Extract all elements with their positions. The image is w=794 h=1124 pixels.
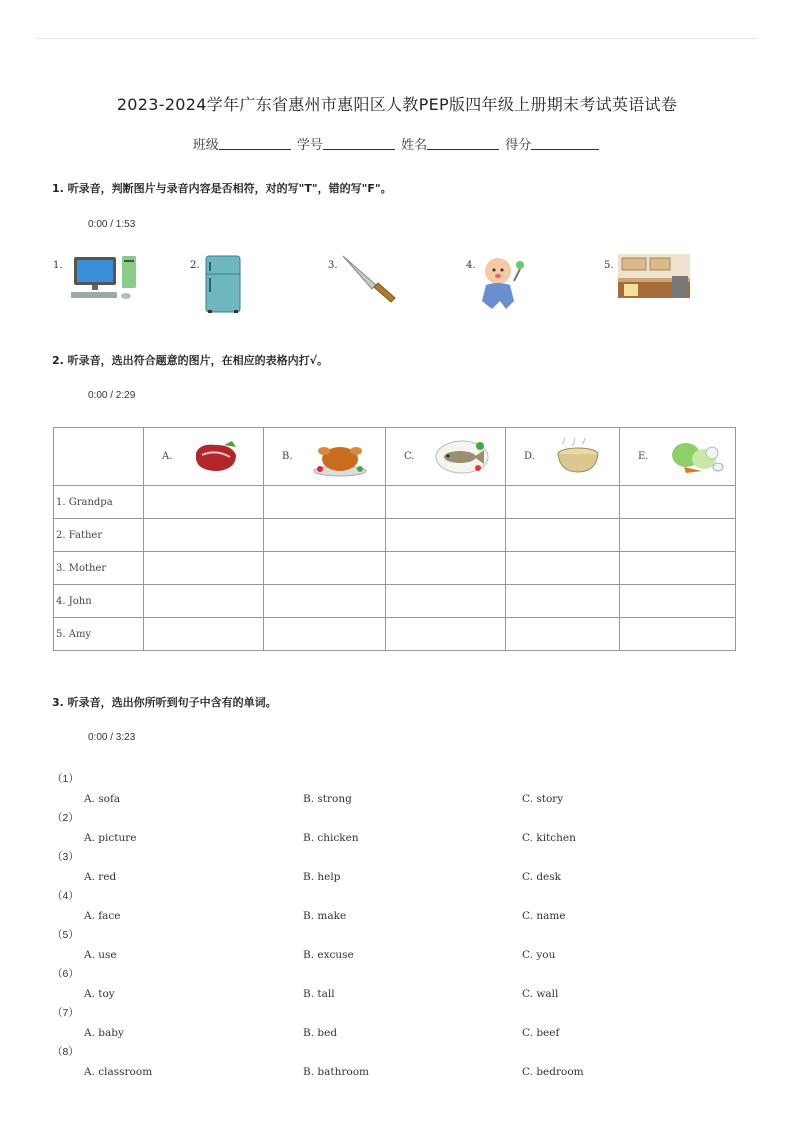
option-a[interactable]: A. face xyxy=(84,909,121,922)
option-cell-e: E. xyxy=(620,428,736,486)
answer-cell[interactable] xyxy=(506,585,620,618)
row-name-cell: 5. Amy xyxy=(54,618,144,651)
answer-cell[interactable] xyxy=(144,486,264,519)
option-cell-b: B. xyxy=(264,428,386,486)
soup-bowl-icon xyxy=(554,438,602,476)
option-a[interactable]: A. sofa xyxy=(84,792,121,805)
question-1-audio-player[interactable]: 0:00 / 1:53 xyxy=(88,219,136,230)
question-1-text: 1. 听录音，判断图片与录音内容是否相符，对的写"T"，错的写"F"。 xyxy=(52,182,392,195)
page-top-rule xyxy=(36,38,758,39)
answer-cell[interactable] xyxy=(506,618,620,651)
question-3-text: 3. 听录音，选出你所听到句子中含有的单词。 xyxy=(52,696,277,709)
option-cell-d: D. xyxy=(506,428,620,486)
list-item xyxy=(52,770,752,809)
table-row xyxy=(54,486,736,519)
sub-question-number: （1） xyxy=(52,773,79,785)
question-2-text: 2. 听录音，选出符合题意的图片，在相应的表格内打√。 xyxy=(52,354,328,367)
table-header-row xyxy=(54,428,736,486)
kitchen-icon xyxy=(618,254,690,298)
answer-cell[interactable] xyxy=(506,486,620,519)
answer-cell[interactable] xyxy=(144,552,264,585)
sub-question-number: （6） xyxy=(52,968,79,980)
row-name-cell: 4. John xyxy=(54,585,144,618)
option-a[interactable]: A. picture xyxy=(84,831,137,844)
sub-question-number: （7） xyxy=(52,1007,79,1019)
answer-cell[interactable] xyxy=(144,585,264,618)
option-c[interactable]: C. you xyxy=(522,948,556,961)
list-item xyxy=(52,965,752,1004)
list-item xyxy=(52,887,752,926)
baby-icon xyxy=(478,255,532,311)
sub-question-number: （2） xyxy=(52,812,79,824)
picture-number: 4. xyxy=(466,260,476,271)
answer-cell[interactable] xyxy=(264,519,386,552)
fish-plate-icon xyxy=(434,438,490,476)
roast-chicken-icon xyxy=(312,437,368,477)
class-field[interactable]: 班级 xyxy=(193,134,293,153)
option-c[interactable]: C. story xyxy=(522,792,564,805)
answer-cell[interactable] xyxy=(386,585,506,618)
sub-question-number: （8） xyxy=(52,1046,79,1058)
answer-cell[interactable] xyxy=(620,519,736,552)
option-a[interactable]: A. baby xyxy=(84,1026,124,1039)
question-3-audio-player[interactable]: 0:00 / 3:23 xyxy=(88,732,136,743)
vegetables-icon xyxy=(668,437,724,477)
sub-question-number: （5） xyxy=(52,929,79,941)
picture-number: 2. xyxy=(190,260,200,271)
table-row xyxy=(54,585,736,618)
option-a[interactable]: A. red xyxy=(84,870,117,883)
fridge-icon xyxy=(202,254,244,314)
option-c[interactable]: C. name xyxy=(522,909,566,922)
answer-cell[interactable] xyxy=(620,618,736,651)
option-b[interactable]: B. help xyxy=(303,870,341,883)
student-id-field[interactable]: 学号 xyxy=(297,134,397,153)
option-b[interactable]: B. make xyxy=(303,909,347,922)
answer-cell[interactable] xyxy=(386,618,506,651)
list-item xyxy=(52,926,752,965)
option-b[interactable]: B. bed xyxy=(303,1026,338,1039)
name-field[interactable]: 姓名 xyxy=(401,134,501,153)
option-cell-a: A. xyxy=(144,428,264,486)
page-title: 2023-2024学年广东省惠州市惠阳区人教PEP版四年级上册期末考试英语试卷 xyxy=(116,95,678,114)
answer-cell[interactable] xyxy=(264,486,386,519)
table-corner-cell xyxy=(54,428,144,486)
answer-cell[interactable] xyxy=(144,519,264,552)
sub-question-number: （3） xyxy=(52,851,79,863)
option-b[interactable]: B. chicken xyxy=(303,831,359,844)
question-3-list xyxy=(52,770,752,1082)
option-c[interactable]: C. beef xyxy=(522,1026,560,1039)
table-row xyxy=(54,552,736,585)
picture-number: 1. xyxy=(53,260,63,271)
picture-number: 3. xyxy=(328,260,338,271)
option-c[interactable]: C. bedroom xyxy=(522,1065,584,1078)
option-c[interactable]: C. kitchen xyxy=(522,831,576,844)
answer-cell[interactable] xyxy=(620,552,736,585)
row-name-cell: 1. Grandpa xyxy=(54,486,144,519)
row-name-cell: 3. Mother xyxy=(54,552,144,585)
row-name-cell: 2. Father xyxy=(54,519,144,552)
answer-cell[interactable] xyxy=(264,618,386,651)
option-b[interactable]: B. bathroom xyxy=(303,1065,369,1078)
answer-cell[interactable] xyxy=(386,552,506,585)
list-item xyxy=(52,1043,752,1082)
sub-question-number: （4） xyxy=(52,890,79,902)
computer-icon xyxy=(68,254,140,302)
option-b[interactable]: B. tall xyxy=(303,987,335,1000)
answer-cell[interactable] xyxy=(506,552,620,585)
answer-cell[interactable] xyxy=(506,519,620,552)
student-info-line xyxy=(0,134,794,153)
option-a[interactable]: A. classroom xyxy=(84,1065,153,1078)
answer-cell[interactable] xyxy=(264,552,386,585)
answer-cell[interactable] xyxy=(386,486,506,519)
answer-cell[interactable] xyxy=(144,618,264,651)
picture-number: 5. xyxy=(604,260,614,271)
table-row xyxy=(54,519,736,552)
list-item xyxy=(52,1004,752,1043)
option-cell-c: C. xyxy=(386,428,506,486)
answer-cell[interactable] xyxy=(264,585,386,618)
answer-cell[interactable] xyxy=(620,585,736,618)
question-2-audio-player[interactable]: 0:00 / 2:29 xyxy=(88,390,136,401)
option-c[interactable]: C. wall xyxy=(522,987,559,1000)
beef-icon xyxy=(192,439,240,475)
knife-icon xyxy=(340,253,398,303)
score-field[interactable]: 得分 xyxy=(505,134,601,153)
answer-table xyxy=(53,427,736,651)
answer-cell[interactable] xyxy=(620,486,736,519)
option-b[interactable]: B. strong xyxy=(303,792,352,805)
answer-cell[interactable] xyxy=(386,519,506,552)
option-a[interactable]: A. use xyxy=(84,948,117,961)
list-item xyxy=(52,848,752,887)
option-c[interactable]: C. desk xyxy=(522,870,562,883)
table-row xyxy=(54,618,736,651)
list-item xyxy=(52,809,752,848)
option-a[interactable]: A. toy xyxy=(84,987,115,1000)
option-b[interactable]: B. excuse xyxy=(303,948,354,961)
